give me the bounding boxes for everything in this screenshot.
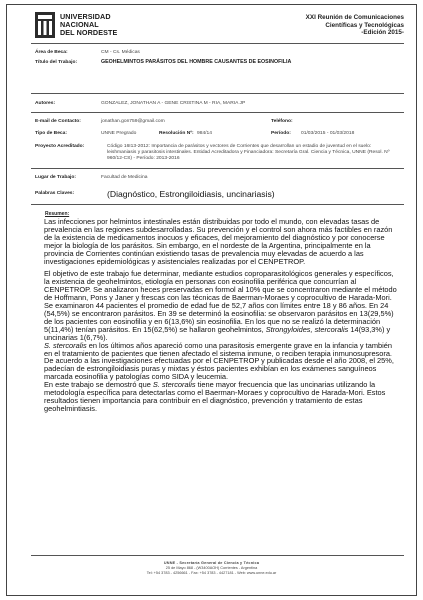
email-value: jonathan.gon759@gmail.com bbox=[101, 119, 165, 124]
email-label: E-mail de Contacto: bbox=[35, 119, 81, 124]
page-header bbox=[7, 5, 416, 41]
project-label: Proyecto Acreditado: bbox=[35, 144, 85, 149]
keywords-value: (Diagnóstico, Estrongiloidiasis, uncinariasis) bbox=[107, 189, 275, 199]
footer-line-3: Tel: +54 3783 - 4256661 - Fax: +54 3783 - 4427181 - Web: www.unne.edu.ar bbox=[146, 571, 277, 575]
page-footer bbox=[7, 561, 416, 576]
document-page bbox=[6, 4, 417, 596]
footer-line-1: UNNE - Secretaría General de Ciencia y Técnica bbox=[163, 561, 260, 565]
species-name: Strongyloides, stercoralis bbox=[265, 324, 349, 334]
university-logo-icon bbox=[34, 11, 56, 39]
area-label: Área de Beca: bbox=[35, 50, 68, 55]
abstract-paragraph-4: De acuerdo a las investigaciones efectuadas por el CENPETROP y publicadas desde el año 2008, el 25%, padecían de estrongiloidiasis puras y mixtas y éstos pacientes exhibían en los exámenes sanguíneos marcada eosinofilia y patologías como SIDA y leucemia. bbox=[44, 356, 394, 382]
abstract-body bbox=[44, 218, 399, 413]
authors-label: Autores: bbox=[35, 101, 56, 106]
type-value: UNNE Pregrado bbox=[101, 131, 137, 136]
title-label: Título del Trabajo: bbox=[35, 60, 78, 65]
title-value: GEOHELMINTOS PARÁSITOS DEL HOMBRE CAUSANTES DE EOSINOFILIA bbox=[101, 59, 292, 65]
conference-title: XXI Reunión de Comunicaciones Científicas y Tecnológicas -Edición 2015- bbox=[305, 14, 404, 37]
type-label: Tipo de Beca: bbox=[35, 131, 67, 136]
header-divider bbox=[31, 43, 404, 44]
section-divider-4 bbox=[31, 204, 404, 205]
resolution-label: Resolución Nº: bbox=[159, 131, 194, 136]
area-value: CM - Cs. Médicas bbox=[101, 50, 140, 55]
period-label: Período: bbox=[271, 131, 291, 136]
abstract-paragraph-5: En este trabajo se demostró que S. stercoralis tiene mayor frecuencia que las uncinarias utilizando la metodología específica para detectarlas como el Baerman-Moraes y coprocultivo de Harada-Mori. Estos resultados tienen importancia para contribuir en el diagnóstico, prevención y tratamiento de estas geohelmintiasis. bbox=[44, 380, 386, 413]
university-name: UNIVERSIDAD NACIONAL DEL NORDESTE bbox=[60, 12, 118, 38]
abstract-heading: Resumen: bbox=[45, 211, 70, 217]
footer-line-2: 25 de Mayo 868 - (W3400AOH) Corrientes - Argentina bbox=[165, 566, 258, 570]
phone-label: Teléfono: bbox=[271, 119, 293, 124]
project-value: Código 16I13-2012: Importancia de parásitos y vectores de Corrientes que desarrollan un estadio de juventud en el suelo: leishmaniasis y parasitosis intestinales. Entidad Acreditadora y Financiadora: Secretaría Gral. Ciencia y Técnica, UNNE (Resol. Nº 960/12-CS) - Período: 2013-2016 bbox=[107, 144, 390, 161]
species-name: S. stercoralis bbox=[44, 340, 87, 350]
section-divider-3 bbox=[31, 168, 404, 169]
period-value: 01/03/2015 - 01/03/2018 bbox=[301, 131, 355, 136]
place-value: Facultad de Medicina bbox=[101, 175, 148, 180]
section-divider-1 bbox=[31, 93, 404, 94]
abstract-paragraph-1: Las infecciones por helmintos intestinales están distribuidas por todo el mundo, con elevadas tasas de prevalencia en las regiones subdesarrolladas. Su prevención y el control son ahora más factibles en razón de la existencia de medicamentos inocuos y eficaces, del mejoramiento del diagnóstico y por conocerse mejor la biología de los parásitos. Sin embargo, en el nordeste de la Argentina, principalmente en la provincia de Corrientes continúan existiendo tasas de prevalencia muy elevadas de acuerdo a las investigaciones epidemiológicas y asistenciales realizadas por el CENPETROP. bbox=[44, 217, 393, 266]
abstract-paragraph-2: El objetivo de este trabajo fue determinar, mediante estudios coproparasitológicos generales y específicos, la existencia de geohelmintos, etiología en personas con eosinofilia periférica que concurrían al CENPETROP. Se analizaron heces preservadas en formol al 10% que se concentraron mediante el método de Hoffmann, Pons y Janer y frescas con las técnicas de Baerman-Moraes y coprocultivo de Harada-Mori. Se examinaron 44 pacientes el promedio de edad fue de 52,7 años con límites entre 18 y 86 años. En 24 (54,5%) se encontraron parásitos. En 39 se determinó la eosinofilia: se observaron parásitos en 13(29,5%) de los pacientes con eosinofilia y en 6(13,6%) sin eosinofilia. En los que no se realizó la determinación 5(11,4%) tenían parásitos. En 15(62,5%) se hallaron geohelmintos, Strongyloides, stercoralis 14(93,3%) y uncinarias 1(6,7%). bbox=[44, 269, 397, 342]
authors-value: GONZALEZ, JONATHAN A - GENE CRISTINA M - RIA, MARIA JP bbox=[101, 101, 246, 106]
resolution-value: 984/14 bbox=[197, 131, 212, 136]
section-divider-2 bbox=[31, 112, 404, 113]
species-name: S. stercoralis bbox=[152, 380, 196, 390]
place-label: Lugar de Trabajo: bbox=[35, 175, 77, 180]
abstract-paragraph-3: S. stercoralis en los últimos años apareció como una parasitosis emergente grave en la infancia y también en el tratamiento de pacientes que tienen afectado el sistema inmune, o reciben terapia inmunosupresora. bbox=[44, 340, 392, 358]
keywords-label: Palabras Claves: bbox=[35, 191, 75, 196]
footer-divider bbox=[31, 555, 404, 556]
